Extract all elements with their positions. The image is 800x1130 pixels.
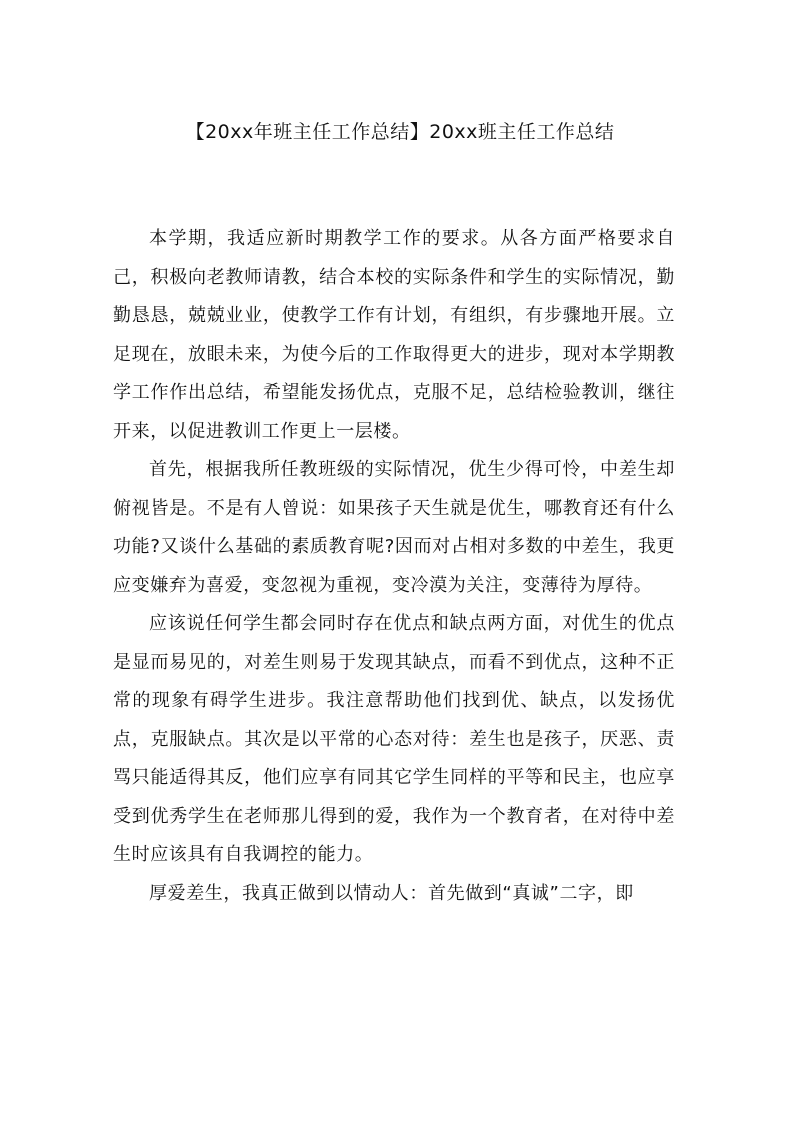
document-body: [113, 220, 675, 913]
document-title: 【20xx年班主任工作总结】20xx班主任工作总结: [185, 121, 615, 143]
paragraph-1: 本学期，我适应新时期教学工作的要求。从各方面严格要求自己，积极向老教师请教，结合本校的实际条件和学生的实际情况，勤勤恳恳，兢兢业业，使教学工作有计划，有组织，有步骤地开展。立足现在，放眼未来，为使今后的工作取得更大的进步，现对本学期教学工作作出总结，希望能发扬优点，克服不足，总结检验教训，继往开来，以促进教训工作更上一层楼。: [113, 228, 675, 442]
paragraph-3: 应该说任何学生都会同时存在优点和缺点两方面，对优生的优点是显而易见的，对差生则易于发现其缺点，而看不到优点，这种不正常的现象有碍学生进步。我注意帮助他们找到优、缺点，以发扬优点，克服缺点。其次是以平常的心态对待：差生也是孩子，厌恶、责骂只能适得其反，他们应享有同其它学生同样的平等和民主，也应享受到优秀学生在老师那儿得到的爱，我作为一个教育者，在对待中差生时应该具有自我调控的能力。: [113, 613, 675, 865]
paragraph-4: 厚爱差生，我真正做到以情动人：首先做到“真诚”二字，即: [149, 882, 634, 904]
paragraph-2: 首先，根据我所任教班级的实际情况，优生少得可怜，中差生却俯视皆是。不是有人曾说：如果孩子天生就是优生，哪教育还有什么功能?又谈什么基础的素质教育呢?因而对占相对多数的中差生，我更应变嫌弃为喜爱，变忽视为重视，变冷漠为关注，变薄待为厚待。: [113, 459, 675, 596]
